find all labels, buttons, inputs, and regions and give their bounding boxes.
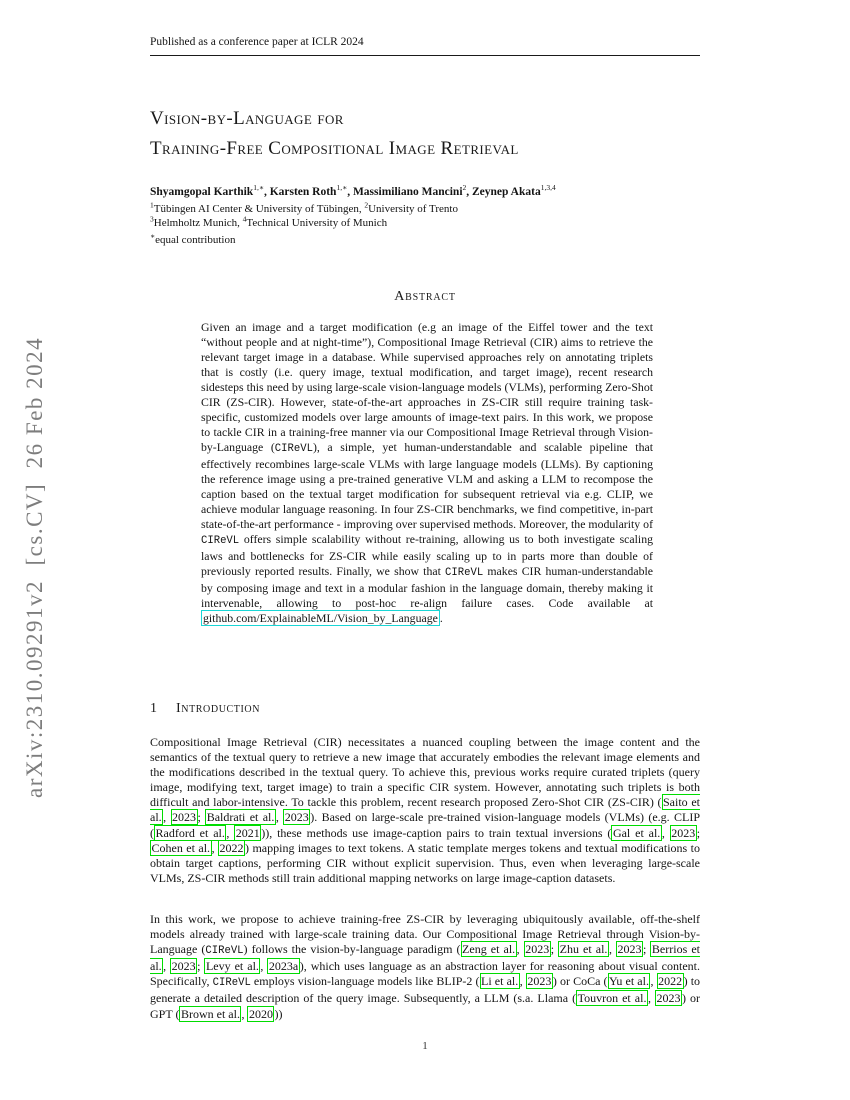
text-run: . xyxy=(439,611,443,625)
citation-link[interactable]: Cohen et al. xyxy=(151,840,211,855)
citation-link[interactable]: Gal et al. xyxy=(612,825,661,840)
page-number: 1 xyxy=(422,1040,428,1052)
citation-link[interactable]: Berrios et al. xyxy=(150,942,700,974)
affiliation-line-1 xyxy=(150,200,458,217)
superscript: 2 xyxy=(364,200,369,210)
text-run: Technical University of Munich xyxy=(246,216,388,229)
superscript: 3 xyxy=(150,213,154,223)
text-run: ) or CoCa ( xyxy=(552,974,608,989)
text-run: ) or GPT ( xyxy=(150,991,701,1021)
author-name: , Karsten Roth xyxy=(263,186,337,198)
text-run: ), which uses language as an abstraction layer for reasoning about visual content. Specifically, xyxy=(150,959,700,989)
citation-link[interactable]: 2021 xyxy=(235,825,260,840)
citation-link[interactable]: Saito et al. xyxy=(150,795,701,825)
arxiv-watermark: arXiv:2310.09291v2 [cs.CV] 26 Feb 2024 xyxy=(22,336,47,798)
text-run: , xyxy=(650,974,657,989)
superscript: 4 xyxy=(242,213,247,223)
text-run: Helmholtz Munich, xyxy=(153,216,243,229)
text-run: In this work, we propose to achieve training-free ZS-CIR by leveraging ubiquitously available, off-the-shelf models already trained with large-scale training data. Our Compositional Image Retrieval through Vision-by-Language ( xyxy=(150,912,700,957)
section-heading-introduction xyxy=(150,701,260,717)
affiliation-line-2 xyxy=(150,213,458,231)
section-title: Introduction xyxy=(176,701,261,716)
citation-link[interactable]: 2023 xyxy=(171,959,196,974)
superscript: 1 xyxy=(150,200,154,210)
header-note: Published as a conference paper at ICLR 2024 xyxy=(150,36,700,56)
superscript: 1,3,4 xyxy=(540,183,556,193)
citation-link[interactable]: Radford et al. xyxy=(155,825,225,840)
text-run: ; xyxy=(643,942,651,957)
citation-link[interactable]: Brown et al. xyxy=(180,1006,240,1021)
text-run: , xyxy=(519,974,526,989)
citation-link[interactable]: 2022 xyxy=(658,974,683,989)
text-run: , xyxy=(211,840,219,855)
author-name: , Zeynep Akata xyxy=(466,186,541,198)
citation-link[interactable]: 2023 xyxy=(527,974,552,989)
text-run: ) follows the vision-by-language paradigm ( xyxy=(243,942,461,957)
abstract-heading: Abstract xyxy=(394,289,456,304)
text-run: University of Trento xyxy=(368,203,458,215)
text-run: ). Based on large-scale pre-trained vision-language models (VLMs) (e.g. CLIP ( xyxy=(150,810,701,840)
citation-link[interactable]: 2023 xyxy=(284,810,309,825)
text-run: equal contribution xyxy=(155,234,236,246)
text-run: )), these methods use image-caption pairs to train textual inversions ( xyxy=(261,825,612,840)
text-run: , xyxy=(260,959,268,974)
authors-line xyxy=(150,183,556,198)
text-run: , xyxy=(608,942,617,957)
citation-link[interactable]: Zeng et al. xyxy=(462,942,516,957)
citation-link[interactable]: 2023 xyxy=(671,825,696,840)
code-text: CIReVL xyxy=(205,945,244,958)
citation-link[interactable]: 2022 xyxy=(219,840,244,855)
superscript: 2 xyxy=(462,183,467,193)
text-run: offers simple scalability without re-training, allowing us to both investigate scaling laws and bottlenecks for ZS-CIR while easily scaling up to in parts more than double of previously reported results. Finally, we show that xyxy=(201,532,653,578)
title-line-1: Vision-by-Language for xyxy=(150,108,344,129)
text-run: , xyxy=(163,810,171,825)
text-run: )) xyxy=(274,1006,283,1021)
intro-paragraph-2 xyxy=(150,912,700,1022)
affiliations-block xyxy=(150,200,458,248)
text-run: , xyxy=(163,959,171,974)
text-run: , xyxy=(241,1006,248,1021)
citation-link[interactable]: 2023 xyxy=(656,991,681,1006)
citation-link[interactable]: Touvron et al. xyxy=(577,991,647,1006)
abstract-text xyxy=(201,320,653,626)
superscript: ∗ xyxy=(150,231,156,241)
intro-paragraph-1 xyxy=(150,735,700,886)
superscript: 1,∗ xyxy=(253,183,264,193)
text-run: makes CIR human-understandable by composing image and text in a modular fashion in the language domain, thereby making it intervenable, allowing to post-hoc re-align failure cases. Code available at xyxy=(201,564,653,610)
code-text: CIReVL xyxy=(274,443,313,455)
text-run: , xyxy=(661,825,670,840)
text-run: , xyxy=(226,825,235,840)
text-run: Tübingen AI Center & University of Tübingen, xyxy=(153,203,365,215)
text-run: ; xyxy=(550,942,559,957)
text-run: ) to generate a detailed description of the query image. Subsequently, a LLM (s.a. Llama ( xyxy=(150,974,701,1006)
code-text: CIReVL xyxy=(445,567,484,579)
equal-contribution-note xyxy=(150,231,458,248)
citation-link[interactable]: 2023a xyxy=(268,959,299,974)
paper-title xyxy=(150,104,519,164)
text-run: , xyxy=(647,991,655,1006)
code-text: CIReVL xyxy=(201,535,240,547)
section-number: 1 xyxy=(150,701,157,716)
citation-link[interactable]: Zhu et al. xyxy=(559,942,608,957)
citation-link[interactable]: Yu et al. xyxy=(609,974,649,989)
url-link[interactable]: github.com/ExplainableML/Vision_by_Language xyxy=(203,611,438,625)
citation-link[interactable]: 2023 xyxy=(525,942,550,957)
citation-link[interactable]: Baldrati et al. xyxy=(206,810,275,825)
text-run: ) mapping images to text tokens. A static template merges tokens and textual modifications to obtain target captions, performing CIR without explicit supervision. Thus, even when leveraging large-scale VLMs, ZS-CIR methods still train additional mapping networks on large image-caption datasets. xyxy=(150,840,701,885)
text-run: , xyxy=(275,810,284,825)
title-line-2: Training-Free Compositional Image Retrieval xyxy=(150,138,519,159)
text-run: ; xyxy=(696,825,701,840)
text-run: ; xyxy=(197,959,205,974)
citation-link[interactable]: 2023 xyxy=(617,942,642,957)
text-run: , xyxy=(516,942,524,957)
superscript: 1,∗ xyxy=(336,183,348,193)
text-run: ; xyxy=(197,810,206,825)
text-run: employs vision-language models like BLIP-2 ( xyxy=(250,974,480,989)
citation-link[interactable]: 2023 xyxy=(172,810,197,825)
citation-link[interactable]: 2020 xyxy=(248,1006,273,1021)
text-run: Compositional Image Retrieval (CIR) necessitates a nuanced coupling between the image content and the semantics of the textual query to retrieve a new image that accurately embodies the relevant image elements and the modifications described in the textual query. To achieve this, previous works require curated triplets (query image, modifying text, target image) to train a specific CIR system. However, annotating such triplets is both difficult and labor-intensive. To tackle this problem, recent research proposed Zero-Shot CIR (ZS-CIR) ( xyxy=(150,735,700,810)
text-run: ), a simple, yet human-understandable and scalable pipeline that effectively recombines large-scale VLMs with large language models (LLMs). By captioning the reference image using a pre-trained generative VLM and asking a LLM to recompose the caption based on the textual target modification for subsequent retrieval via e.g. CLIP, we achieve modular language reasoning. In four ZS-CIR benchmarks, we find competitive, in-part state-of-the-art performance - improving over supervised methods. Moreover, the modularity of xyxy=(201,440,653,531)
author-name: , Massimiliano Mancini xyxy=(347,186,463,198)
code-text: CIReVL xyxy=(212,977,251,990)
text-run: Given an image and a target modification (e.g an image of the Eiffel tower and the text “without people and at night-time”), Compositional Image Retrieval (CIR) aims to retrieve the relevant target image in a database. While supervised approaches rely on annotating triplets that is costly (i.e. query image, textual modification, and target image), recent research sidesteps this need by using large-scale vision-language models (VLMs), performing Zero-Shot CIR (ZS-CIR). However, state-of-the-art approaches in ZS-CIR still require training task-specific, customized models over large amounts of image-text pairs. In this work, we propose to tackle CIR in a training-free manner via our Compositional Image Retrieval through Vision-by-Language ( xyxy=(201,320,653,454)
citation-link[interactable]: Li et al. xyxy=(481,974,519,989)
citation-link[interactable]: Levy et al. xyxy=(205,959,259,974)
author-name: Shyamgopal Karthik xyxy=(150,186,254,198)
